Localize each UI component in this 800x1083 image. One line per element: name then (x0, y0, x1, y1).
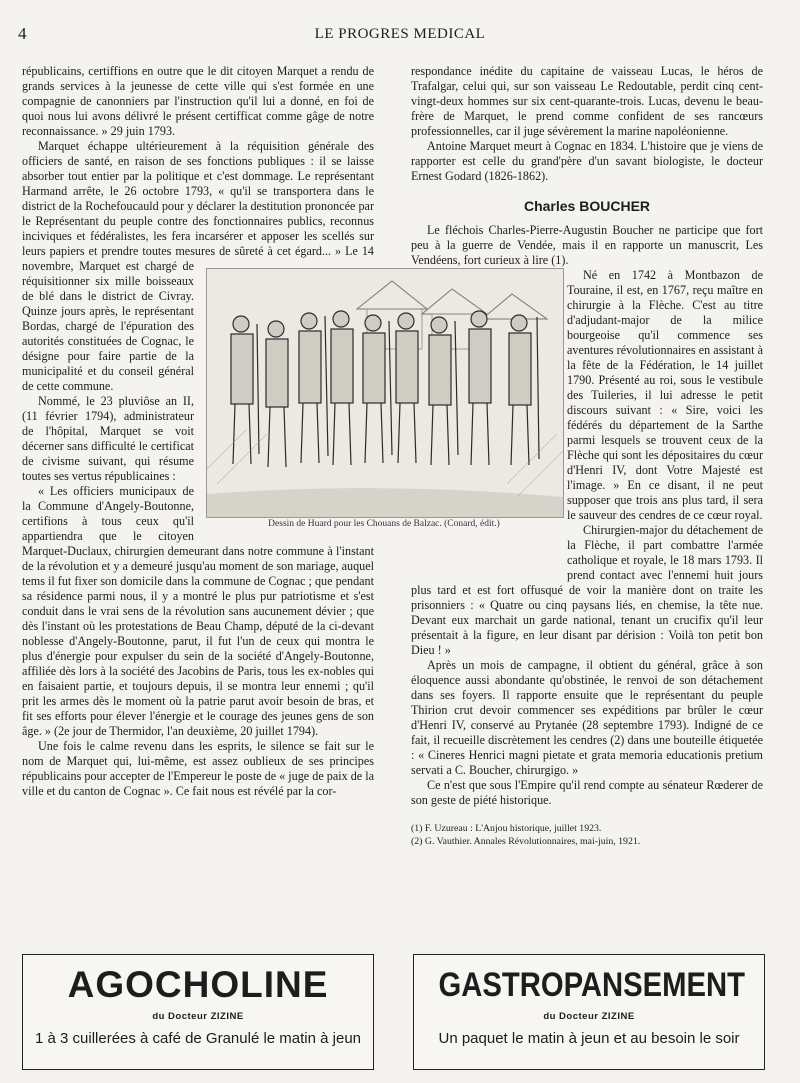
ad-tagline: 1 à 3 cuillerées à café de Granulé le matin à jeun (34, 1030, 362, 1047)
illustration-caption: Dessin de Huard pour les Chouans de Balzac. (Conard, édit.) (268, 519, 500, 529)
footnotes (411, 822, 763, 848)
ad-tagline: Un paquet le matin à jeun et au besoin le soir (438, 1030, 740, 1047)
running-title: LE PROGRES MEDICAL (314, 26, 486, 42)
ad-title: GASTROPANSEMENT (438, 966, 745, 1004)
paragraph: Antoine Marquet meurt à Cognac en 1834. L'histoire que je viens de rapporter est celle du grand'père d'un savant biologiste, le docteur Ernest Godard (1826-1862). (411, 139, 763, 183)
paragraph: Le fléchois Charles-Pierre-Augustin Boucher ne participe que fort peu à la guerre de Vendée, mais il en rapporte un manuscrit, Les Vendéens, fort curieux à lire (1). (411, 223, 763, 267)
footnote: (2) G. Vauthier. Annales Révolutionnaires, mai-juin, 1921. (411, 836, 641, 847)
paragraph: Après un mois de campagne, il obtient du général, grâce à son éloquence aussi abondante qu'obstinée, le renvoi de son détachement dans ses foyers. Il rapporte ensuite que le représentant du peuple Thirion crut devoir commencer ses expéditions par brûler le cœur d'Henri IV, conservé au Prytanée (28 septembre 1793). Indigné de ce fait, il recueille discrètement les cendres (2) dans une bouteille étiquetée : « Cineres Henrici magni pietate et grata memoria educationis pretium servati a C. Boucher, chirurgigo. » (411, 658, 763, 777)
soldiers-drawing (207, 269, 563, 517)
paragraph: respondance inédite du capitaine de vaisseau Lucas, le héros de Trafalgar, celui qui, sur son vaisseau Le Redoutable, perdit cinq cent-vingt-deux hommes sur six cent-quarante-trois. Lucas, devenu le beau-frère de Marquet, le prend comme confident de ses rancœurs professionnelles, car il juge sévèrement la marine napoléonienne. (411, 64, 763, 138)
paragraph: républicains, certiffions en outre que le dit citoyen Marquet a rendu de grands services à la jeunesse de cette ville qui s'est formée en une compagnie de canonniers par l'instruction qu'il lui a donné, en foi de quoi nous lui avons délivré le présent certifficat comme gâge de notre reconnaissance. » 29 juin 1793. (22, 64, 374, 138)
engraving-illustration (206, 268, 564, 518)
page-number: 4 (18, 24, 27, 43)
paragraph: Ce n'est que sous l'Empire qu'il rend compte au sénateur Rœderer de son geste de piété historique. (411, 778, 763, 807)
paragraph: Chirurgien-major du détachement de la Flèche, il part combattre l'armée catholique et royale, le 18 mars 1793. Il prend contact avec l'ennemi huit jours plus tard et est fort offusqué de voir la manière dont on traite les prisonniers : « Quatre ou cinq paysans liés, en chemise, la tête nue. Devant eux marchait un garde national, tenant un crucifix qu'il leur présentait à la figure, en leur disant par dérision : Voilà ton petit bon Dieu ! » (411, 523, 763, 657)
footnote: (1) F. Uzureau : L'Anjou historique, juillet 1923. (411, 823, 602, 834)
ad-title: AGOCHOLINE (67, 964, 329, 1005)
ad-byline: du Docteur ZIZINE (543, 1011, 635, 1022)
paragraph: « Les officiers municipaux de la Commune d'Angely-Boutonne, certifions à tous ceux qu'il appartiendra que le citoyen Marquet-Duclaux, chirurgien demeurant dans notre commune à l'instant de la révolution et y a demeuré jusqu'au moment de son mariage, auquel tems il fut fixer son domicile dans la commune de Cognac ; que pendant sa résidence parmi nous, il y a montré le plus pur patriotisme et s'est conduit dans le vrai sens de la révolution sans aucunement dévier ; que dès l'instant où les protestations de Beau Champ, député de la ci-devant noblesse d'Angely-Boutonne, parut, il fut l'un de ceux qui montra le plus d'énergie pour expulser du sein de la société d'Angely-Boutonne, affiliée dès lors à la société des Jacobins de Paris, tous les ex-nobles qui en faisaient partie, et toujours depuis, il se montra leur ennemi ; qu'il prit les armes dès le moment où la patrie parut avoir besoin de bras, et fit ses efforts pour élever l'énergie et le courage des jeunes gens de son âge. » (2e jour de Thermidor, l'an deuxième, 20 juillet 1794). (22, 484, 374, 738)
advertisement-agocholine (22, 954, 374, 1070)
section-title: Charles BOUCHER (523, 198, 651, 214)
ad-byline: du Docteur ZIZINE (152, 1011, 244, 1022)
paragraph: Nommé, le 23 pluviôse an II, (11 février 1794), administrateur de l'hôpital, Marquet se voit décerner sans difficulté le certificat de civisme suivant, qui résume toutes ses vertus républicaines : (22, 394, 194, 483)
advertisement-gastropansement (413, 954, 765, 1070)
paragraph: Marquet échappe ultérieurement à la réquisition générale des officiers de santé, en raison de ses fonctions publiques : il se laisse absorber tout entier par la politique et c'est dommage. Le représentant Harmand arrête, le 26 octobre 1793, « qu'il se transportera dans le district de la Rochefoucauld pour y déclarer la destitution prononcée par le Représentant du peuple contre des fonctionnaires publics, reconnus inciviques et fédéralistes, les fera incarsérer et apposer les scellés sur leurs papiers et prendre toutes mesures de sûreté à cet égard... » Le 14 novembre, Marquet est chargé de réquisitionner six mille boisseaux de blé dans le district de Civray. Quinze jours après, le représentant Bordas, chargé de l'épuration des autorités constituées de Cognac, le désigne pour faire partie de la municipalité et du conseil général de cette commune. (22, 139, 374, 393)
paragraph: Une fois le calme revenu dans les esprits, le silence se fait sur le nom de Marquet qui, lui-même, est assez oublieux de ses principes républicains pour accepter de l'Empereur le poste de « juge de paix de la ville et du canton de Cognac ». Ce fait nous est révélé par la cor- (22, 739, 374, 798)
paragraph: Né en 1742 à Montbazon de Touraine, il est, en 1767, reçu maître en chirurgie à la Flèche. C'est au titre d'adjudant-major de la milice bourgeoise qu'il commence ses aventures révolutionnaires en assistant à la fête de la Fédération, le 14 juillet 1790. Présenté au roi, sous le vestibule des Tuileries, il lui adresse le petit discours suivant : « Sire, voici les fédérés du département de la Sarthe parmi lesquels se trouvent ceux de la Flèche qui sont les dépositaires du cœur d'Henri IV, dont Votre Majesté est l'image. » En ce disant, il ne peut supposer que trois ans plus tard, il sera le sauveur des cendres de ce cœur royal. (567, 268, 763, 522)
